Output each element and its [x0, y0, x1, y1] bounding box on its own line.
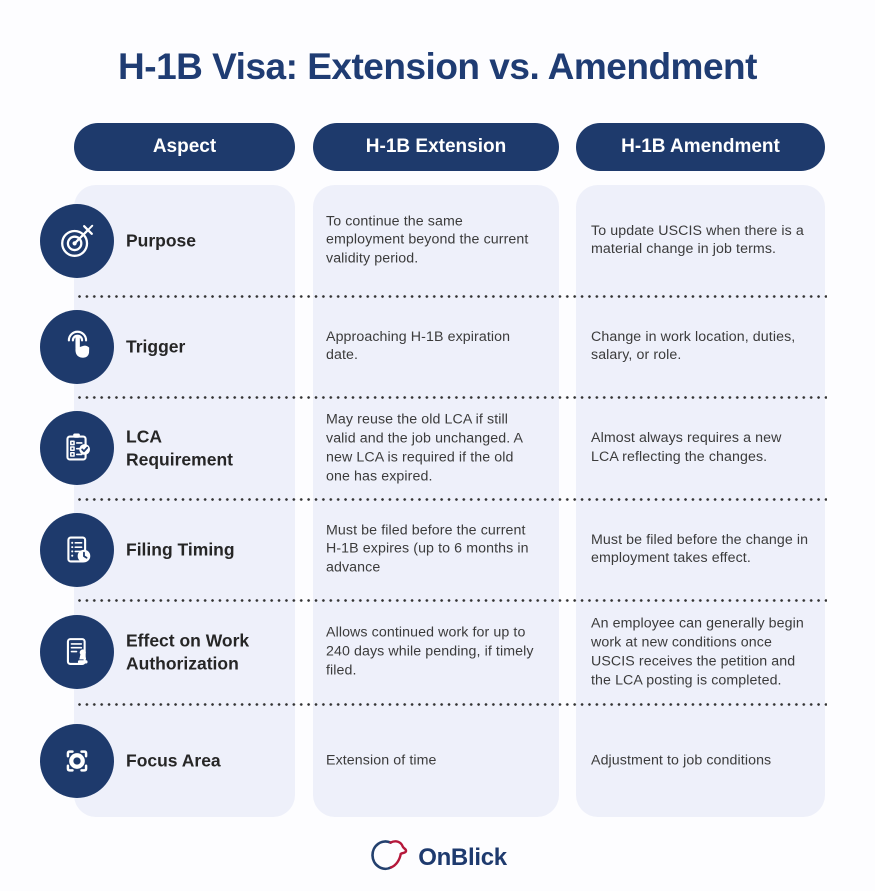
extension-cell: Allows continued work for up to 240 days while pending, if timely filed.	[326, 624, 534, 679]
header-extension-label: H-1B Extension	[365, 136, 507, 157]
aspect-label: Focus Area	[126, 750, 221, 771]
aspect-label: Trigger	[126, 336, 186, 357]
extension-cell: To continue the same employment beyond the current validity period.	[326, 213, 529, 267]
table-row-effect-on-work-authorization	[0, 600, 875, 704]
aspect-label: Effect on Work Authorization	[126, 630, 250, 673]
table-row-filing-timing	[0, 499, 875, 600]
amendment-cell: An employee can generally begin work at new conditions once USCIS receives the petition and the LCA posting is completed.	[591, 615, 804, 688]
header-amendment	[576, 123, 825, 171]
page-title: H-1B Visa: Extension vs. Amendment	[118, 46, 757, 87]
extension-cell: May reuse the old LCA if still valid and the job unchanged. A new LCA is required if the old one has expired.	[326, 411, 523, 484]
table-row-lca-requirement	[0, 397, 875, 499]
amendment-cell: Change in work location, duties, salary, or role.	[591, 328, 796, 364]
header-aspect-label: Aspect	[152, 136, 217, 157]
focus-frame-icon	[40, 724, 114, 798]
extension-cell: Approaching H-1B expiration date.	[326, 328, 511, 364]
extension-cell: Extension of time	[326, 752, 437, 769]
tap-icon	[40, 310, 114, 384]
amendment-cell: Must be filed before the change in employment takes effect.	[591, 531, 809, 567]
table-row-purpose	[0, 185, 875, 296]
brand-name: OnBlick	[418, 843, 507, 871]
extension-cell: Must be filed before the current H-1B expires (up to 6 months in advance	[326, 522, 529, 576]
header-amendment-label: H-1B Amendment	[621, 136, 780, 157]
target-dart-icon	[40, 204, 114, 278]
table-row-trigger	[0, 296, 875, 397]
footer	[0, 838, 875, 877]
document-clock-icon	[40, 513, 114, 587]
table-row-focus-area	[0, 704, 875, 817]
header-extension	[313, 123, 559, 171]
aspect-label: Purpose	[126, 230, 197, 251]
aspect-label: LCA Requirement	[126, 426, 233, 469]
header-aspect	[74, 123, 295, 171]
comparison-table	[0, 185, 875, 817]
amendment-cell: Adjustment to job conditions	[591, 752, 772, 769]
clipboard-check-icon	[40, 411, 114, 485]
onblick-logo-icon	[368, 838, 410, 877]
document-stamp-icon	[40, 615, 114, 689]
aspect-label: Filing Timing	[126, 539, 235, 560]
amendment-cell: Almost always requires a new LCA reflecting the changes.	[591, 430, 782, 465]
amendment-cell: To update USCIS when there is a material change in job terms.	[591, 222, 804, 258]
